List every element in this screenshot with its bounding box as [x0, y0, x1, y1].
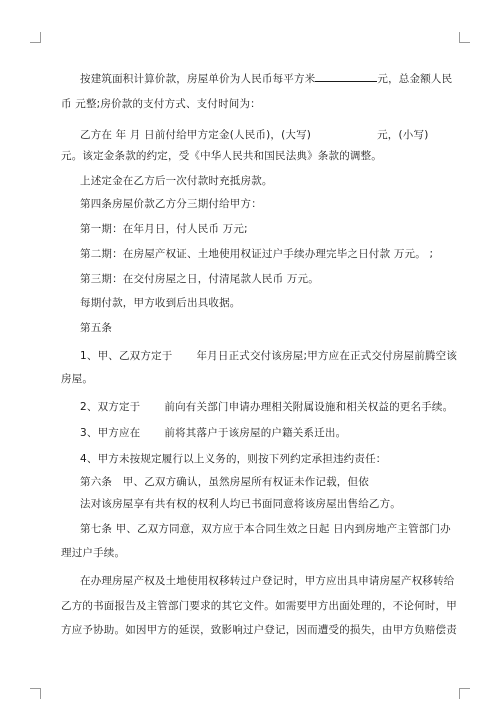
- section-heading: 第五条: [80, 322, 113, 334]
- text-line: 第二期：在房屋产权证、土地使用权证过户手续办理完毕之日付款 万元。 ;: [80, 248, 434, 260]
- text-line: 第三期：在交付房屋之日，付清尾款人民币 万元。: [80, 273, 319, 285]
- text-line: 乙方的书面报告及主管部门要求的其它文件。如需要甲方出面处理的，不论何时，甲: [61, 600, 457, 612]
- text-line: [80, 349, 457, 363]
- text-line: 元。该定金条款的约定，受《中华人民共和国民法典》条款的调整。: [61, 150, 382, 162]
- text-fragment: 按建筑面积计算价款，房屋单价为人民币每平方米: [80, 73, 316, 85]
- text-line: [80, 128, 429, 142]
- text-fragment: 年月日正式交付该房屋;甲方应在正式交付房屋前腾空该: [196, 350, 458, 362]
- text-line: 币 元整;房价款的支付方式、支付时间为：: [61, 98, 261, 110]
- text-line: 第七条 甲、乙双方同意，双方应于本合同生效之日起 日内到房地产主管部门办: [80, 523, 451, 535]
- text-line: 第四条房屋价款乙方分三期付给甲方：: [80, 198, 262, 210]
- text-line: [80, 71, 452, 86]
- text-line: 上述定金在乙方后一次付款时充抵房款。: [80, 175, 273, 187]
- text-fragment: 1、甲、乙双方定于: [80, 350, 173, 362]
- text-line: 4、甲方未按规定履行以上义务的，则按下列约定承担违约责任：: [80, 453, 387, 465]
- text-line: 在办理房屋产权及土地使用权移转过户登记时，甲方应出具申请房屋产权移转给: [80, 575, 455, 587]
- crop-mark-bottom-left: [30, 688, 41, 699]
- text-line: 每期付款，甲方收到后出具收据。: [80, 297, 241, 309]
- text-line: 理过户手续。: [61, 547, 126, 559]
- crop-mark-bottom-right: [459, 688, 470, 699]
- text-fragment: 元，(小写): [377, 129, 429, 141]
- text-line: 第一期：在年月日，付人民币 万元;: [80, 223, 248, 235]
- text-fragment: 前将其落户于该房屋的户籍关系迁出。: [164, 427, 347, 439]
- text-fragment: 乙方在 年 月 日前付给甲方定金(人民币)，(大写): [80, 129, 312, 141]
- text-fragment: 3、甲方应在: [80, 427, 141, 439]
- text-line: 房屋。: [61, 373, 94, 385]
- fill-in-blank: [315, 71, 377, 82]
- text-line: 第六条 甲、乙双方确认，虽然房屋所有权证未作记载，但依: [80, 476, 369, 488]
- text-fragment: 2、双方定于: [80, 401, 141, 413]
- text-line: [80, 426, 346, 440]
- crop-mark-top-left: [30, 32, 41, 43]
- text-line: 法对该房屋享有共有权的权利人均已书面同意将该房屋出售给乙方。: [80, 498, 401, 510]
- text-line: [80, 400, 453, 414]
- crop-mark-top-right: [459, 32, 470, 43]
- text-fragment: 前向有关部门申请办理相关附属设施和相关权益的更名手续。: [164, 401, 454, 413]
- text-fragment: 元，总金额人民: [377, 73, 453, 85]
- text-line: 方应予协助。如因甲方的延误，致影响过户登记，因而遭受的损失，由甲方负赔偿责: [61, 624, 457, 636]
